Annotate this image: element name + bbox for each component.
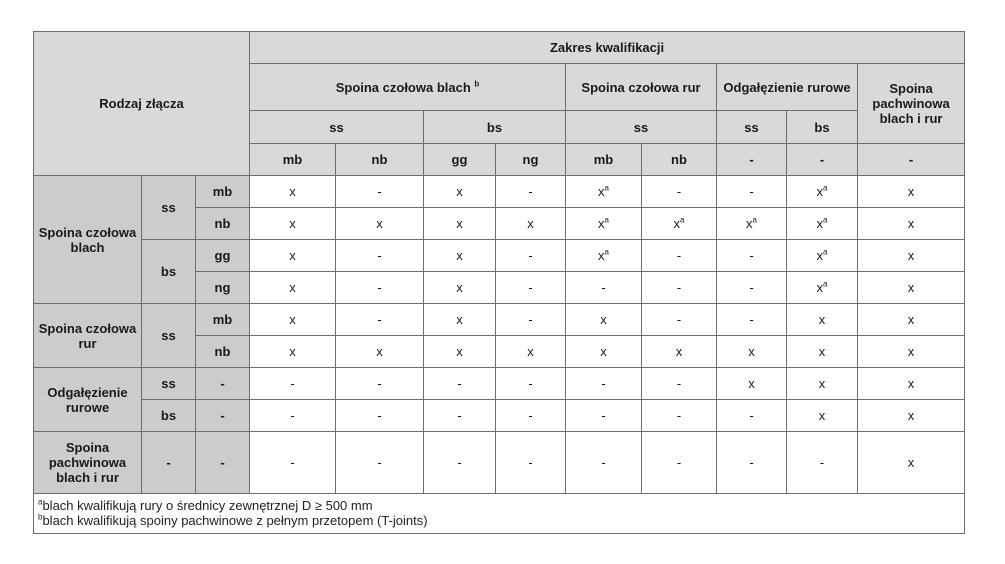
table-cell: x [336,208,424,240]
table-cell: - [250,400,336,432]
table-cell: $x^a$ [566,240,642,272]
header-col-code: nb [336,144,424,176]
table-cell: $x^a$ [642,208,717,240]
footnote-mark-a: a [823,247,828,257]
table-cell: - [642,272,717,304]
header-sub-ss: ss [250,111,424,144]
table-cell: x [336,336,424,368]
table-cell: x [566,304,642,336]
table-cell: - [424,368,496,400]
table-cell: - [496,176,566,208]
footnote-mark-a: a [823,183,828,193]
footnote-mark-a: a [604,183,609,193]
table-cell: x [424,272,496,304]
table-cell: - [496,272,566,304]
header-sub-ss: ss [717,111,787,144]
footnotes [34,494,965,534]
table-cell: x [496,208,566,240]
table-cell: x [858,368,965,400]
table-cell: x [858,304,965,336]
table-row [34,304,965,336]
header-col-code: mb [566,144,642,176]
header-spoina-czolowa-blach: Spoina czołowa blach $^b$ [250,64,566,111]
table-cell: - [336,368,424,400]
table-cell: $x^a$ [717,208,787,240]
header-spoina-czolowa-rur: Spoina czołowa rur [566,64,717,111]
table-cell: - [336,240,424,272]
footnote-text: blach kwalifikują spoiny pachwinowe z pełnym przetopem (T-joints) [42,513,428,528]
row-code-label: nb [196,208,250,240]
table-cell: x [858,272,965,304]
table-cell: x [858,176,965,208]
table-cell: - [496,368,566,400]
table-cell: x [717,336,787,368]
table-cell: x [858,400,965,432]
table-cell: x [424,240,496,272]
table-cell: - [787,432,858,494]
footnote-text: blach kwalifikują rury o średnicy zewnętrznej D ≥ 500 mm [42,498,373,513]
table-cell: x [424,336,496,368]
table-cell: - [250,368,336,400]
table-cell: x [642,336,717,368]
table-row [34,240,965,272]
header-col-code: - [717,144,787,176]
row-code-label: mb [196,304,250,336]
table-cell: - [566,400,642,432]
table-cell: - [496,400,566,432]
row-group-label: Spoina czołowa rur [34,304,142,368]
table-cell: - [566,272,642,304]
header-sub-ss: ss [566,111,717,144]
table-cell: - [717,240,787,272]
footnote-mark-a: a [823,215,828,225]
table-cell: x [858,240,965,272]
header-spoina-pachwinowa: Spoina pachwinowa blach i rur [858,64,965,144]
table-cell: x [787,368,858,400]
table-cell: - [496,432,566,494]
footnote-mark-a: a [752,215,757,225]
table-cell: - [336,400,424,432]
table-cell: $x^a$ [566,176,642,208]
footnote-line [38,513,960,528]
footnote-mark-a: a [823,279,828,289]
table-cell: - [642,240,717,272]
row-sub-label: bs [142,400,196,432]
table-cell: x [858,208,965,240]
footnote-mark-b: b [474,79,480,89]
header-col-code: - [858,144,965,176]
table-cell: - [717,176,787,208]
table-cell: x [858,432,965,494]
table-row [34,176,965,208]
header-zakres-kwalifikacji: Zakres kwalifikacji [250,32,965,64]
header-col-code: nb [642,144,717,176]
table-cell: x [496,336,566,368]
table-cell: x [250,176,336,208]
table-cell: - [496,240,566,272]
row-sub-label: bs [142,240,196,304]
row-code-label: - [196,432,250,494]
table-cell: x [250,208,336,240]
row-group-label: Odgałęzienie rurowe [34,368,142,432]
qualification-table [33,31,965,534]
table-cell: x [787,336,858,368]
table-cell: x [250,272,336,304]
header-col-code: gg [424,144,496,176]
row-sub-label: ss [142,368,196,400]
table-cell: - [642,304,717,336]
table-cell: - [336,176,424,208]
table-cell: x [424,304,496,336]
table-cell: x [717,368,787,400]
footnote-mark-a: a [604,247,609,257]
row-group-label: Spoina pachwinowa blach i rur [34,432,142,494]
table-cell: $x^a$ [787,240,858,272]
table-cell: x [787,400,858,432]
table-cell: - [424,432,496,494]
row-sub-label: ss [142,304,196,368]
row-code-label: nb [196,336,250,368]
table-cell: x [787,304,858,336]
table-cell: x [424,176,496,208]
footnote-mark-a: a [604,215,609,225]
table-cell: $x^a$ [566,208,642,240]
row-code-label: mb [196,176,250,208]
header-col-code: - [787,144,858,176]
qualification-table-container [33,31,964,534]
row-code-label: ng [196,272,250,304]
table-cell: x [250,336,336,368]
table-cell: - [717,304,787,336]
table-cell: x [858,336,965,368]
table-cell: x [250,304,336,336]
row-group-label: Spoina czołowa blach [34,176,142,304]
table-cell: - [424,400,496,432]
table-cell: - [717,272,787,304]
table-cell: x [566,336,642,368]
table-cell: $x^a$ [787,272,858,304]
header-col-code: ng [496,144,566,176]
table-cell: x [424,208,496,240]
table-cell: - [717,432,787,494]
table-cell: $x^a$ [787,208,858,240]
row-sub-label: ss [142,176,196,240]
footnote-mark: a [38,497,43,507]
table-row [34,368,965,400]
table-cell: - [642,368,717,400]
table-cell: - [642,176,717,208]
table-cell: $x^a$ [787,176,858,208]
header-col-code: mb [250,144,336,176]
table-cell: - [642,432,717,494]
row-code-label: gg [196,240,250,272]
table-cell: - [336,432,424,494]
row-sub-label: - [142,432,196,494]
table-row [34,432,965,494]
row-code-label: - [196,368,250,400]
table-cell: - [336,272,424,304]
table-row [34,400,965,432]
table-cell: - [566,368,642,400]
table-cell: - [717,400,787,432]
table-cell: - [336,304,424,336]
table-cell: x [250,240,336,272]
table-cell: - [496,304,566,336]
header-rodzaj-zlacza: Rodzaj złącza [34,32,250,176]
footnote-mark: b [38,512,43,522]
row-code-label: - [196,400,250,432]
header-sub-bs: bs [787,111,858,144]
table-cell: - [642,400,717,432]
table-cell: - [566,432,642,494]
footnote-line [38,498,960,513]
footnote-mark-a: a [680,215,685,225]
header-sub-bs: bs [424,111,566,144]
table-cell: - [250,432,336,494]
header-odgalezienie-rurowe: Odgałęzienie rurowe [717,64,858,111]
